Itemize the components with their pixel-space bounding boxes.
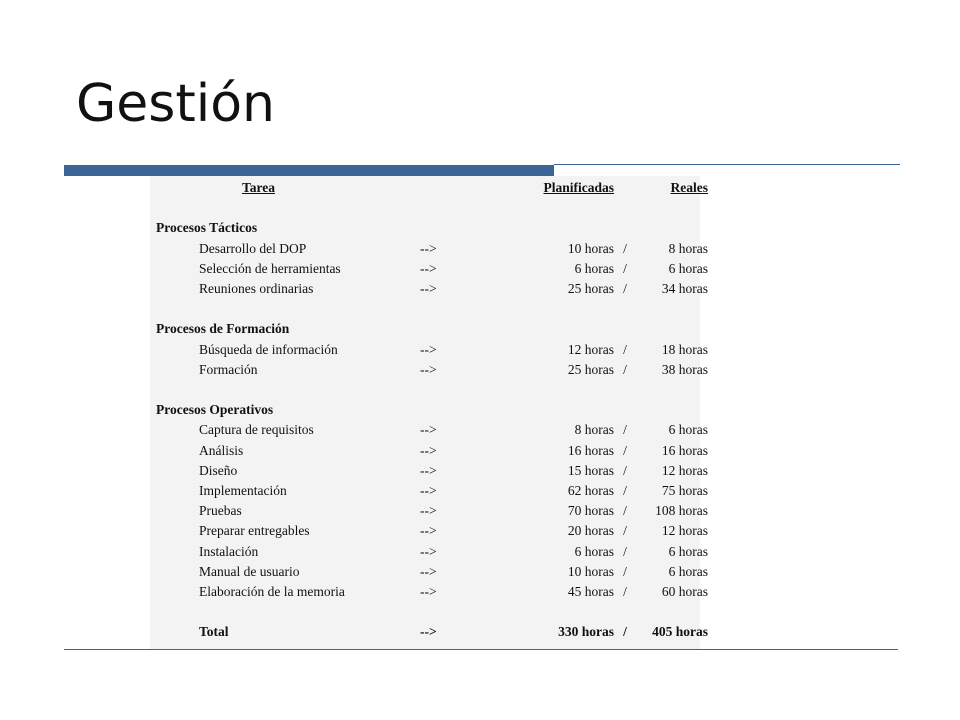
table-row: Diseño --> 15 horas / 12 horas [199,462,708,478]
table-row: Análisis --> 16 horas / 16 horas [199,442,708,458]
hours-table [150,178,708,643]
bottom-divider [64,649,898,650]
group-heading: Procesos Operativos [156,402,274,418]
group-heading: Procesos de Formación [156,321,290,337]
table-row: Reuniones ordinarias --> 25 horas / 34 horas [199,281,708,296]
table-header-row [150,178,708,198]
table-row: Instalación --> 6 horas / 6 horas [199,543,708,559]
title-underline-thin [554,164,900,165]
table-row: Formación --> 25 horas / 38 horas [199,361,708,377]
slide-title: Gestión [76,74,275,134]
total-real: 405 horas [652,624,708,640]
total-row: Total --> 330 horas / 405 horas [150,622,708,642]
header-planned: Planificadas [543,180,614,195]
table-row: Implementación --> 62 horas / 75 horas [199,483,708,498]
title-underline-thick [64,165,554,176]
table-row: Preparar entregables --> 20 horas / 12 horas [199,523,708,539]
total-label: Total [199,624,229,640]
table-row: Pruebas --> 70 horas / 108 horas [199,503,708,519]
table-row: Selección de herramientas --> 6 horas / 6 horas [199,260,708,276]
table-row: Manual de usuario --> 10 horas / 6 horas [199,563,708,579]
table-row: Desarrollo del DOP --> 10 horas / 8 horas [199,240,708,256]
header-real: Reales [670,180,708,195]
table-row: Búsqueda de información --> 12 horas / 18 horas [199,341,708,357]
header-task: Tarea [242,180,276,195]
group-heading: Procesos Tácticos [156,220,258,236]
total-planned: 330 horas [558,624,614,640]
table-row: Elaboración de la memoria --> 45 horas / 60 horas [199,584,708,600]
table-row: Captura de requisitos --> 8 horas / 6 horas [199,422,708,438]
